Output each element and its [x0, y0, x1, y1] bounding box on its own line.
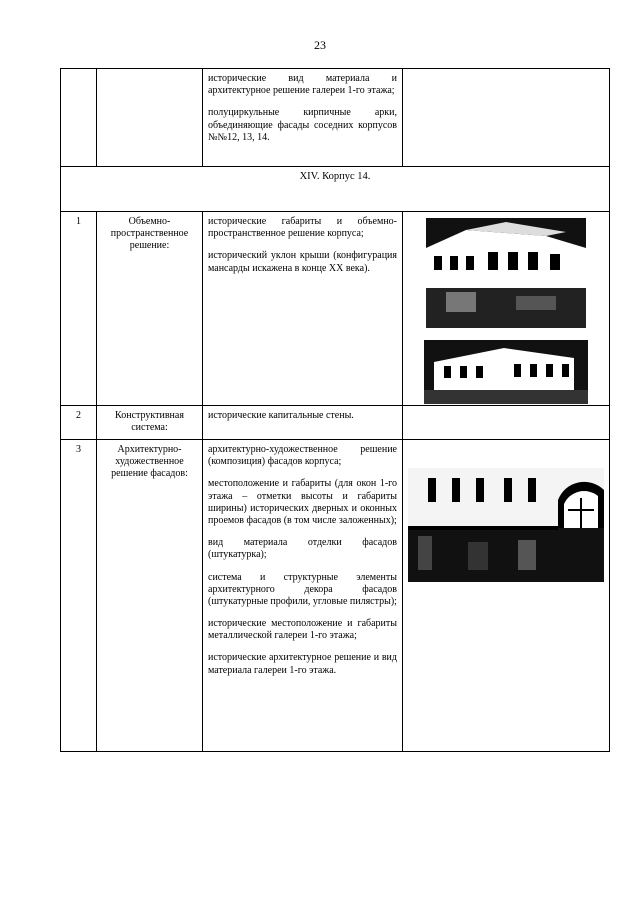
table-row-continuation — [61, 69, 610, 167]
row-name: Архитектурно-художественное решение фасадов: — [97, 440, 203, 752]
description-paragraph: архитектурно-художественное решение (композиция) фасадов корпуса; — [208, 444, 397, 468]
page-number: 23 — [314, 38, 326, 52]
description-cell — [203, 69, 403, 167]
description-cell — [203, 440, 403, 752]
section-title: XIV. Корпус 14. — [61, 167, 610, 212]
description-paragraph: исторические габариты и объемно-пространственное решение корпуса; — [208, 216, 397, 240]
building-photo-3 — [408, 450, 604, 582]
photo-cell — [403, 69, 610, 167]
name-cell — [97, 69, 203, 167]
building-photo-2 — [424, 340, 588, 404]
row-number: 1 — [61, 212, 97, 406]
table-row — [61, 440, 610, 752]
photo-cell — [403, 212, 610, 406]
description-paragraph: исторический уклон крыши (конфигурация мансарды искажена в конце XX века). — [208, 250, 397, 274]
table-row — [61, 212, 610, 406]
description-paragraph: вид материала отделки фасадов (штукатурка); — [208, 537, 397, 561]
building-photo-1 — [426, 218, 586, 328]
description-paragraph: исторические местоположение и габариты металлической галереи 1-го этажа; — [208, 618, 397, 642]
photo-cell — [403, 406, 610, 440]
section-heading-row — [61, 167, 610, 212]
description-cell — [203, 212, 403, 406]
table-row — [61, 406, 610, 440]
description-paragraph: исторические архитектурное решение и вид материала галереи 1-го этажа. — [208, 652, 397, 676]
row-name: Конструктивная система: — [97, 406, 203, 440]
num-cell — [61, 69, 97, 167]
description-paragraph: система и структурные элементы архитектурного декора фасадов (штукатурные профили, угловые пилястры); — [208, 571, 397, 607]
row-number: 3 — [61, 440, 97, 752]
protection-items-table — [60, 68, 610, 752]
description-cell — [203, 406, 403, 440]
description-paragraph: местоположение и габариты (для окон 1-го этажа – отметки высоты и габариты ширины) исторических дверных и оконных проемов фасадов (в том числе заложенных); — [208, 478, 397, 526]
description-paragraph: полуциркульные кирпичные арки, объединяющие фасады соседних корпусов №№12, 13, 14. — [208, 107, 397, 143]
photo-cell — [403, 440, 610, 752]
description-paragraph: исторические капитальные стены. — [208, 410, 354, 421]
description-paragraph: исторические вид материала и архитектурное решение галереи 1-го этажа; — [208, 73, 397, 97]
row-name: Объемно-пространственное решение: — [97, 212, 203, 406]
row-number: 2 — [61, 406, 97, 440]
